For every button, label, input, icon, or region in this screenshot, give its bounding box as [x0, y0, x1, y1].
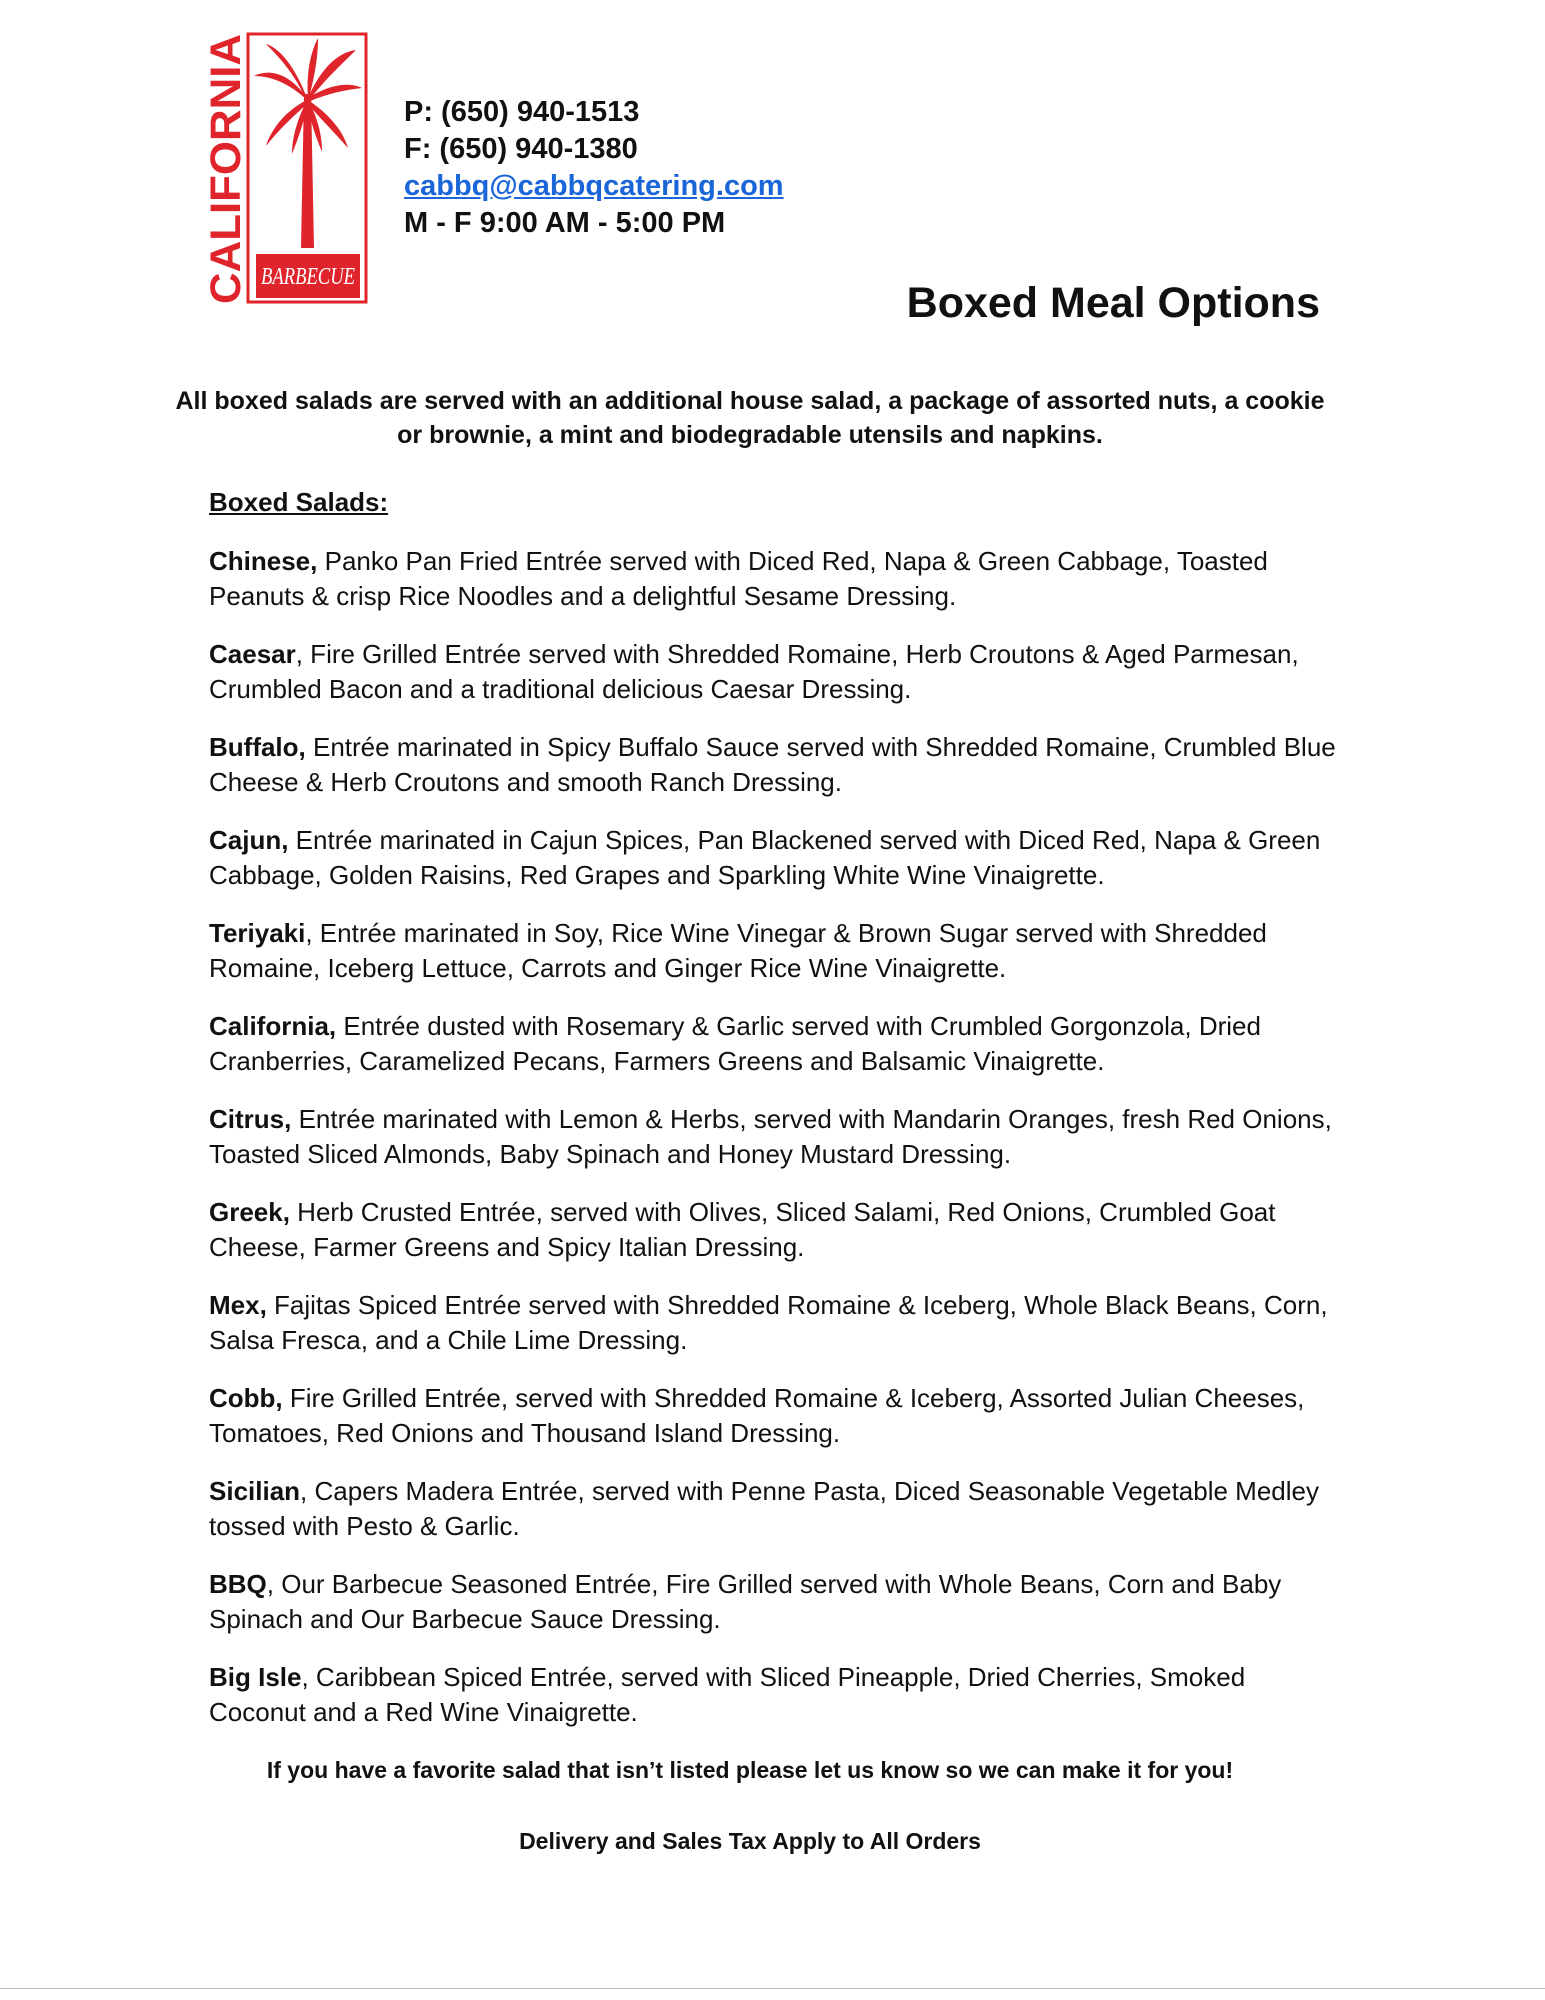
california-barbecue-logo: [200, 28, 372, 310]
salad-description: Entrée marinated in Spicy Buffalo Sauce served with Shredded Romaine, Crumbled Blue Cheese & Herb Croutons and smooth Ranch Dressing.: [209, 732, 1336, 797]
salad-name: Big Isle: [209, 1662, 302, 1692]
salad-name: Sicilian: [209, 1476, 301, 1506]
salad-description: Fajitas Spiced Entrée served with Shredded Romaine & Iceberg, Whole Black Beans, Corn, Salsa Fresca, and a Chile Lime Dressing.: [209, 1290, 1328, 1355]
salad-description: Panko Pan Fried Entrée served with Diced Red, Napa & Green Cabbage, Toasted Peanuts & crisp Rice Noodles and a delightful Sesame Dressing.: [209, 546, 1268, 611]
salad-list: [209, 544, 1349, 1753]
section-heading: Boxed Salads:: [209, 487, 389, 517]
logo-wordmark: CALIFORNIA: [202, 38, 250, 304]
salad-name: BBQ: [209, 1569, 267, 1599]
email-link[interactable]: cabbq@cabbqcatering.com: [404, 170, 784, 202]
page-title: Boxed Meal Options: [906, 279, 1320, 327]
page-edge-divider: [0, 1988, 1545, 1989]
contact-block: [404, 94, 784, 242]
list-item: [209, 916, 1349, 985]
salad-name: Greek,: [209, 1197, 290, 1227]
salad-description: Entrée dusted with Rosemary & Garlic served with Crumbled Gorgonzola, Dried Cranberries, Caramelized Pecans, Farmers Greens and Balsamic Vinaigrette.: [209, 1011, 1261, 1076]
palm-tree-icon: [254, 38, 362, 248]
salad-description: , Entrée marinated in Soy, Rice Wine Vinegar & Brown Sugar served with Shredded Romaine, Iceberg Lettuce, Carrots and Ginger Rice Wine Vinaigrette.: [209, 918, 1267, 983]
salad-description: Entrée marinated with Lemon & Herbs, served with Mandarin Oranges, fresh Red Onions, Toasted Sliced Almonds, Baby Spinach and Honey Mustard Dressing.: [209, 1104, 1332, 1169]
salad-name: Citrus,: [209, 1104, 292, 1134]
phone-number: P: (650) 940-1513: [404, 96, 640, 128]
salad-name: Teriyaki: [209, 918, 306, 948]
list-item: [209, 544, 1349, 613]
list-item: [209, 1474, 1349, 1543]
list-item: [209, 730, 1349, 799]
intro-paragraph: All boxed salads are served with an additional house salad, a package of assorted nuts, a cookie or brownie, a mint and biodegradable utensils and napkins.: [175, 387, 1325, 449]
list-item: [209, 1381, 1349, 1450]
salad-name: Cajun,: [209, 825, 289, 855]
salad-description: Fire Grilled Entrée, served with Shredded Romaine & Iceberg, Assorted Julian Cheeses, Tomatoes, Red Onions and Thousand Island Dressing.: [209, 1383, 1305, 1448]
salad-name: Mex,: [209, 1290, 267, 1320]
salad-description: Herb Crusted Entrée, served with Olives, Sliced Salami, Red Onions, Crumbled Goat Cheese, Farmer Greens and Spicy Italian Dressing.: [209, 1197, 1276, 1262]
logo-sub: BARBECUE: [261, 264, 356, 290]
salad-description: , Caribbean Spiced Entrée, served with Sliced Pineapple, Dried Cherries, Smoked Coconut and a Red Wine Vinaigrette.: [209, 1662, 1246, 1727]
footer-note: Delivery and Sales Tax Apply to All Orders: [519, 1828, 981, 1854]
fax-number: F: (650) 940-1380: [404, 133, 638, 165]
business-hours: M - F 9:00 AM - 5:00 PM: [404, 207, 726, 239]
list-item: [209, 1102, 1349, 1171]
salad-name: Chinese,: [209, 546, 318, 576]
salad-description: , Fire Grilled Entrée served with Shredded Romaine, Herb Croutons & Aged Parmesan, Crumbled Bacon and a traditional delicious Caesar Dressing.: [209, 639, 1299, 704]
closing-note: If you have a favorite salad that isn’t listed please let us know so we can make it for you!: [266, 1757, 1234, 1783]
list-item: [209, 1288, 1349, 1357]
list-item: [209, 1660, 1349, 1729]
salad-description: , Our Barbecue Seasoned Entrée, Fire Grilled served with Whole Beans, Corn and Baby Spinach and Our Barbecue Sauce Dressing.: [209, 1569, 1282, 1634]
list-item: [209, 637, 1349, 706]
salad-name: Cobb,: [209, 1383, 283, 1413]
salad-description: Entrée marinated in Cajun Spices, Pan Blackened served with Diced Red, Napa & Green Cabbage, Golden Raisins, Red Grapes and Sparkling White Wine Vinaigrette.: [209, 825, 1321, 890]
list-item: [209, 1195, 1349, 1264]
list-item: [209, 1009, 1349, 1078]
list-item: [209, 823, 1349, 892]
salad-name: Caesar: [209, 639, 296, 669]
salad-name: California,: [209, 1011, 337, 1041]
salad-name: Buffalo,: [209, 732, 306, 762]
list-item: [209, 1567, 1349, 1636]
salad-description: , Capers Madera Entrée, served with Penne Pasta, Diced Seasonable Vegetable Medley tossed with Pesto & Garlic.: [209, 1476, 1319, 1541]
